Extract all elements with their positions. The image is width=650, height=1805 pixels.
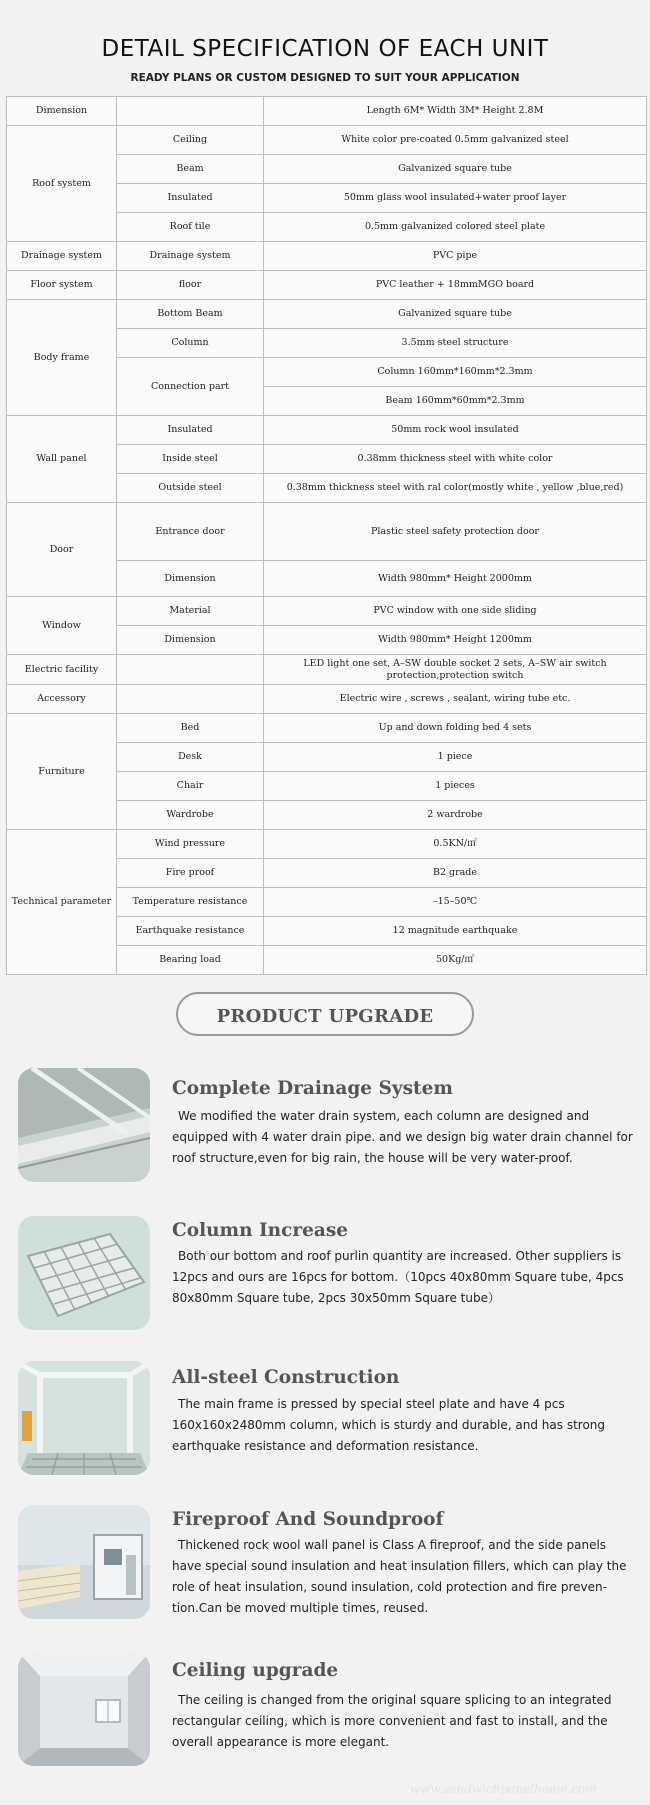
item-cell xyxy=(117,97,264,126)
feature-text: Both our bottom and roof purlin quantity are increased. Other suppliers is 12pcs and ours are 16pcs for bottom.（10pcs 40x80mm Square tube, 4pcs 80x80mm Square tube, 2pcs 30x50mm Square tube） xyxy=(172,1249,624,1305)
value-cell: 1 piece xyxy=(264,743,647,772)
feature-title: Fireproof And Soundproof xyxy=(172,1509,444,1530)
item-cell: Material xyxy=(117,597,264,626)
item-cell xyxy=(117,685,264,714)
group-cell: Wall panel xyxy=(7,416,117,503)
value-cell: 50Kg/㎡ xyxy=(264,946,647,975)
page-title: DETAIL SPECIFICATION OF EACH UNIT xyxy=(101,36,549,62)
value-cell: Galvanized square tube xyxy=(264,155,647,184)
item-cell: Entrance door xyxy=(117,503,264,561)
item-cell: Insulated xyxy=(117,184,264,213)
item-cell: Insulated xyxy=(117,416,264,445)
item-cell: Earthquake resistance xyxy=(117,917,264,946)
group-cell: Window xyxy=(7,597,117,655)
table-row xyxy=(7,242,647,271)
feature-ceiling xyxy=(0,1652,650,1782)
value-cell: 3.5mm steel structure xyxy=(264,329,647,358)
feature-title: Column Increase xyxy=(172,1220,349,1241)
value-cell: 50mm rock wool insulated xyxy=(264,416,647,445)
item-cell: Beam xyxy=(117,155,264,184)
value-cell: 0.38mm thickness steel with white color xyxy=(264,445,647,474)
group-cell: Floor system xyxy=(7,271,117,300)
feature-text: We modified the water drain system, each column are designed and equipped with 4 water drain pipe. and we design big water drain channel for roof structure,even for big rain, the house will be very water-proof. xyxy=(172,1109,633,1165)
item-cell: Ceiling xyxy=(117,126,264,155)
value-cell: White color pre-coated 0.5mm galvanized steel xyxy=(264,126,647,155)
table-row xyxy=(7,685,647,714)
value-cell: 12 magnitude earthquake xyxy=(264,917,647,946)
table-row xyxy=(7,300,647,329)
value-cell: Width 980mm* Height 2000mm xyxy=(264,561,647,597)
item-cell: Bed xyxy=(117,714,264,743)
value-cell: 2 wardrobe xyxy=(264,801,647,830)
item-cell: Drainage system xyxy=(117,242,264,271)
item-cell: Wardrobe xyxy=(117,801,264,830)
drainage-roof-image xyxy=(18,1068,150,1182)
table-row xyxy=(7,714,647,743)
item-cell: Fire proof xyxy=(117,859,264,888)
spec-table xyxy=(6,96,647,975)
feature-steel xyxy=(0,1361,650,1491)
value-cell: B2 grade xyxy=(264,859,647,888)
item-cell: Wind pressure xyxy=(117,830,264,859)
group-cell: Accessory xyxy=(7,685,117,714)
value-cell: Width 980mm* Height 1200mm xyxy=(264,626,647,655)
value-cell: Column 160mm*160mm*2.3mm xyxy=(264,358,647,387)
table-row xyxy=(7,97,647,126)
table-row xyxy=(7,503,647,561)
item-cell: Chair xyxy=(117,772,264,801)
feature-fireproof xyxy=(0,1505,650,1635)
ceiling-interior-image xyxy=(18,1652,150,1766)
value-cell: 0.5mm galvanized colored steel plate xyxy=(264,213,647,242)
feature-title: All-steel Construction xyxy=(172,1367,400,1388)
value-cell: LED light one set, A–SW double socket 2 sets, A–SW air switch protection,protection switch xyxy=(264,655,647,685)
table-row xyxy=(7,597,647,626)
feature-text: The main frame is pressed by special steel plate and have 4 pcs 160x160x2480mm column, which is sturdy and durable, and has strong earthquake resistance and deformation resistance. xyxy=(172,1397,606,1453)
feature-drainage xyxy=(0,1068,650,1198)
banner-label: PRODUCT UPGRADE xyxy=(216,1006,434,1027)
steel-frame-image xyxy=(18,1361,150,1475)
item-cell: Column xyxy=(117,329,264,358)
fireproof-panel-image xyxy=(18,1505,150,1619)
item-cell: Inside steel xyxy=(117,445,264,474)
group-cell: Furniture xyxy=(7,714,117,830)
value-cell: Electric wire , screws , sealant, wiring tube etc. xyxy=(264,685,647,714)
product-upgrade-banner xyxy=(176,992,474,1036)
group-cell: Door xyxy=(7,503,117,597)
item-cell: Dimension xyxy=(117,561,264,597)
value-cell: Beam 160mm*60mm*2.3mm xyxy=(264,387,647,416)
group-cell: Technical parameter xyxy=(7,830,117,975)
feature-text: Thickened rock wool wall panel is Class A fireproof, and the side panels have special sound insulation and heat insulation fillers, which can play the role of heat insulation, sound insulation, cold protection and fire preven-tion.Can be moved multiple times, reused. xyxy=(172,1538,627,1615)
value-cell: 0.5KN/㎡ xyxy=(264,830,647,859)
feature-title: Complete Drainage System xyxy=(172,1078,453,1099)
value-cell: Galvanized square tube xyxy=(264,300,647,329)
item-cell: Bottom Beam xyxy=(117,300,264,329)
group-cell: Dimension xyxy=(7,97,117,126)
feature-title: Ceiling upgrade xyxy=(172,1660,339,1681)
group-cell: Drainage system xyxy=(7,242,117,271)
item-cell: floor xyxy=(117,271,264,300)
value-cell: Length 6M* Width 3M* Height 2.8M xyxy=(264,97,647,126)
item-cell: Outside steel xyxy=(117,474,264,503)
value-cell: PVC leather + 18mmMGO board xyxy=(264,271,647,300)
table-row xyxy=(7,416,647,445)
value-cell: PVC window with one side sliding xyxy=(264,597,647,626)
item-cell: Roof tile xyxy=(117,213,264,242)
value-cell: Plastic steel safety protection door xyxy=(264,503,647,561)
item-cell: Dimension xyxy=(117,626,264,655)
table-row xyxy=(7,271,647,300)
table-row xyxy=(7,830,647,859)
group-cell: Body frame xyxy=(7,300,117,416)
column-grid-image xyxy=(18,1216,150,1330)
value-cell: 0.38mm thickness steel with ral color(mostly white , yellow ,blue,red) xyxy=(264,474,647,503)
item-cell: Desk xyxy=(117,743,264,772)
feature-text: The ceiling is changed from the original square splicing to an integrated rectangular ceiling, which is more convenient and fast to install, and the overall appearance is more elegant. xyxy=(172,1693,612,1749)
table-row xyxy=(7,655,647,685)
value-cell: Up and down folding bed 4 sets xyxy=(264,714,647,743)
value-cell: 1 pieces xyxy=(264,772,647,801)
item-cell xyxy=(117,655,264,685)
value-cell: –15–50℃ xyxy=(264,888,647,917)
feature-column xyxy=(0,1216,650,1346)
page-header xyxy=(0,0,650,90)
group-cell: Roof system xyxy=(7,126,117,242)
value-cell: 50mm glass wool insulated+water proof layer xyxy=(264,184,647,213)
item-cell: Temperature resistance xyxy=(117,888,264,917)
watermark: www.sandwichpanelhome.com xyxy=(410,1782,597,1796)
value-cell: PVC pipe xyxy=(264,242,647,271)
group-cell: Electric facility xyxy=(7,655,117,685)
item-cell: Connection part xyxy=(117,358,264,416)
item-cell: Bearing load xyxy=(117,946,264,975)
page-subtitle: READY PLANS OR CUSTOM DESIGNED TO SUIT YOUR APPLICATION xyxy=(130,72,520,84)
table-row xyxy=(7,126,647,155)
